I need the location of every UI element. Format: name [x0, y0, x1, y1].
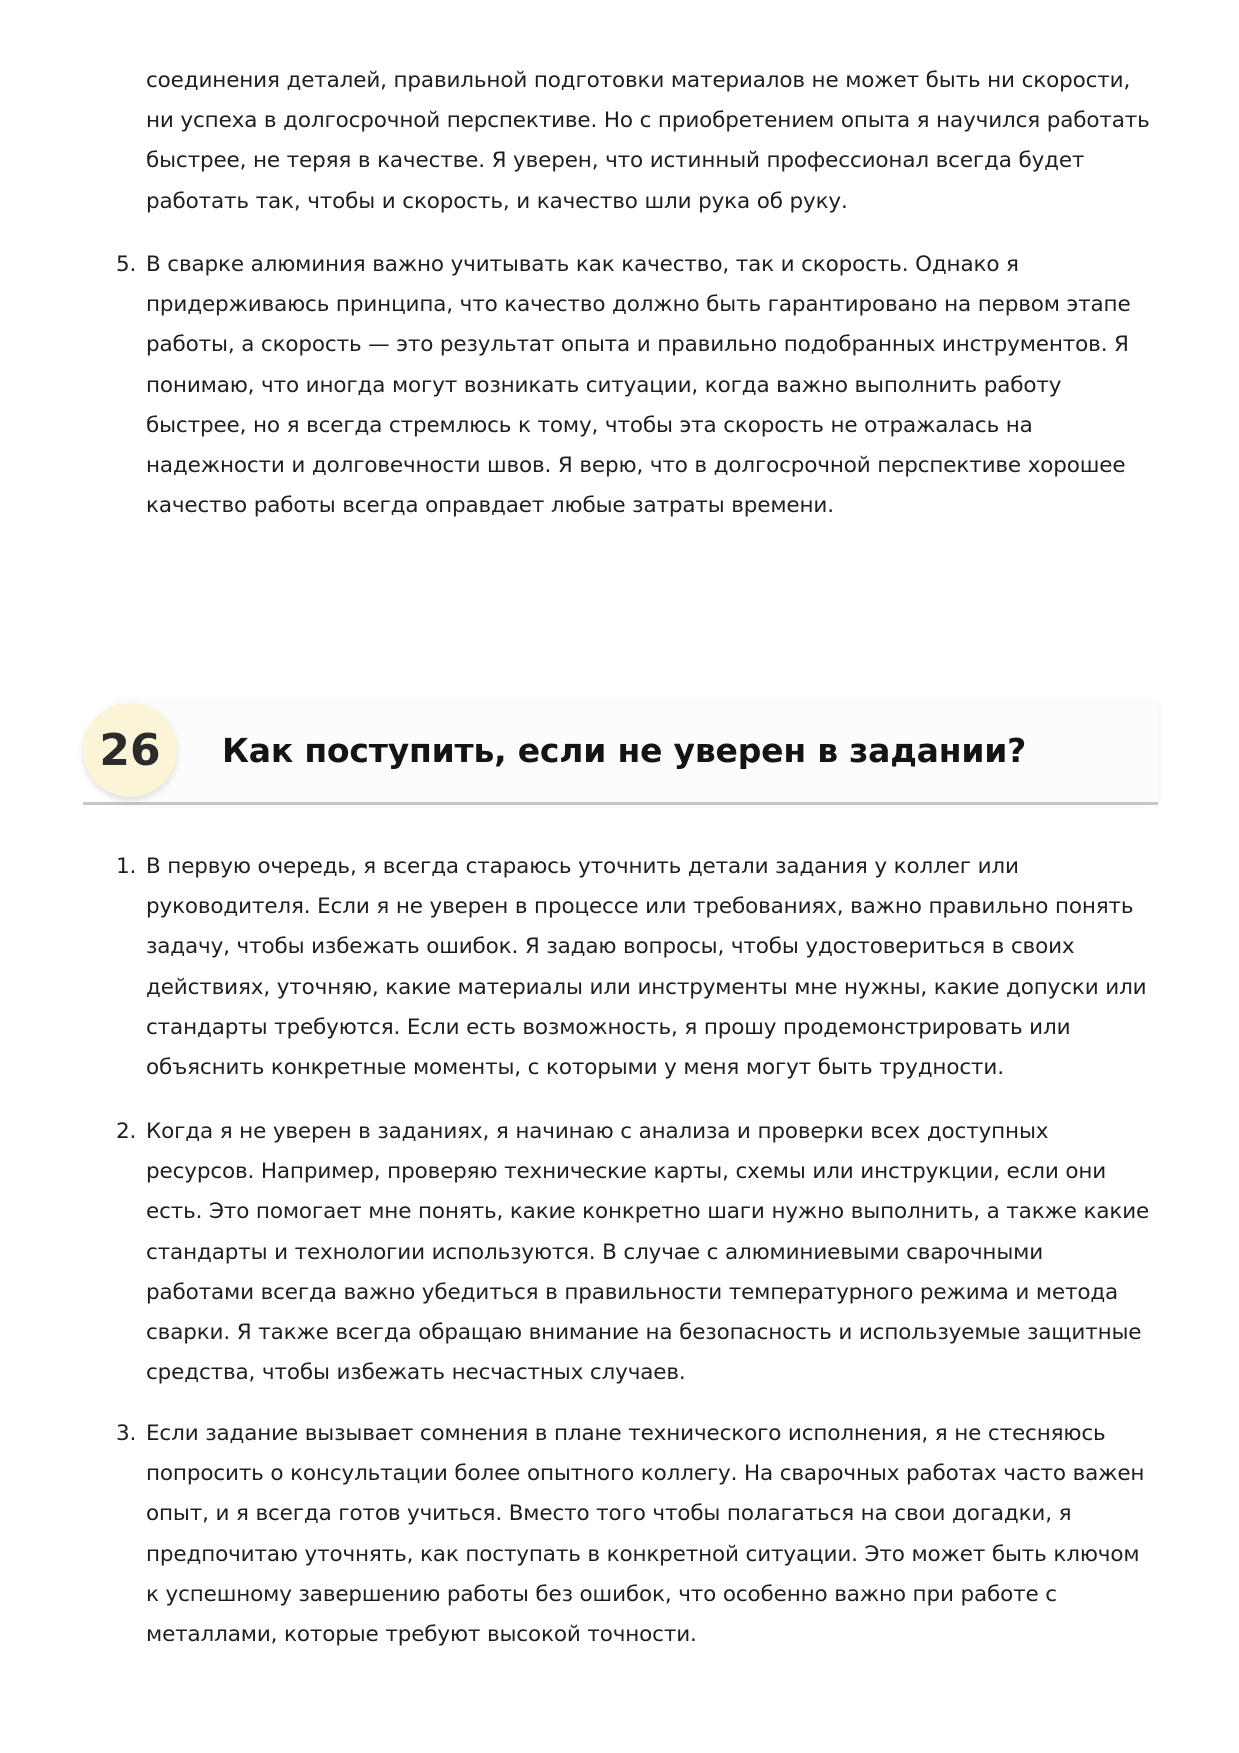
section-divider — [83, 802, 1158, 805]
section-header — [83, 699, 1158, 805]
list-item-text: В сварке алюминия важно учитывать как качество, так и скорость. Однако я придерживаюсь принципа, что качество должно быть гарантировано на первом этапе работы, а скорость — это результат опыта и правильно подобранных инструментов. Я понимаю, что иногда могут возникать ситуации, когда важно выполнить работу быстрее, но я всегда стремлюсь к тому, чтобы эта скорость не отражалась на надежности и долговечности швов. Я верю, что в долгосрочной перспективе хорошее качество работы всегда оправдает любые затраты времени. — [146, 252, 1131, 519]
list-item-text: В первую очередь, я всегда стараюсь уточнить детали задания у коллег или руководителя. Если я не уверен в процессе или требованиях, важно правильно понять задачу, чтобы избежать ошибок. Я задаю вопросы, чтобы удостовериться в своих действиях, уточняю, какие материалы или инструменты мне нужны, какие допуски или стандарты требуются. Если есть возможность, я прошу продемонстрировать или объяснить конкретные моменты, с которыми у меня могут быть трудности. — [146, 854, 1147, 1081]
list-item-text: Когда я не уверен в заданиях, я начинаю с анализа и проверки всех доступных ресурсов. Например, проверяю технические карты, схемы или инструкции, если они есть. Это помогает мне понять, какие конкретно шаги нужно выполнить, а также какие стандарты и технологии используются. В случае с алюминиевыми сварочными работами всегда важно убедиться в правильности температурного режима и метода сварки. Я также всегда обращаю внимание на безопасность и используемые защитные средства, чтобы избежать несчастных случаев. — [146, 1119, 1150, 1386]
section-title: Как поступить, если не уверен в задании? — [222, 731, 1027, 770]
list-item-number: 1. — [116, 854, 137, 879]
list-item-number: 3. — [116, 1421, 137, 1446]
continued-paragraph: соединения деталей, правильной подготовки материалов не может быть ни скорости, ни успеха в долгосрочной перспективе. Но с приобретением опыта я научился работать быстрее, не теряя в качестве. Я уверен, что истинный профессионал всегда будет работать так, чтобы и скорость, и качество шли рука об руку. — [146, 68, 1150, 214]
list-item — [116, 245, 1156, 526]
list-item-number: 2. — [116, 1119, 137, 1144]
list-item — [116, 847, 1156, 1088]
section-number-badge: 26 — [83, 703, 177, 797]
list-item-text: Если задание вызывает сомнения в плане технического исполнения, я не стесняюсь попросить о консультации более опытного коллегу. На сварочных работах часто важен опыт, и я всегда готов учиться. Вместо того чтобы полагаться на свои догадки, я предпочитаю уточнять, как поступать в конкретной ситуации. Это может быть ключом к успешному завершению работы без ошибок, что особенно важно при работе с металлами, которые требуют высокой точности. — [146, 1421, 1145, 1648]
list-item — [116, 1414, 1156, 1655]
list-item-number: 5. — [116, 252, 137, 277]
list-item — [116, 1112, 1156, 1393]
